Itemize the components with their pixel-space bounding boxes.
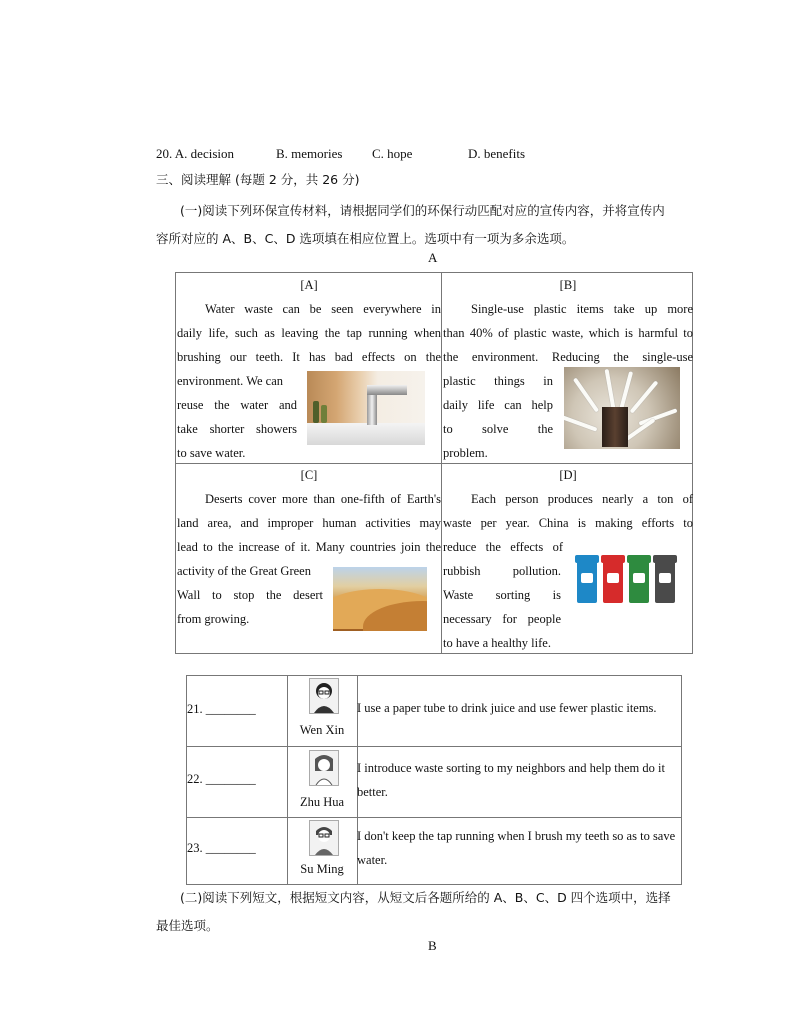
section-title: 三、阅读理解 (每题 2 分，共 26 分) [156, 172, 360, 187]
kitchen-bin-icon [629, 559, 649, 603]
cell-a-line: brushing our teeth. It has bad effects on the [177, 350, 441, 364]
option-a: 20. A. decision [156, 146, 234, 161]
student-name: Wen Xin [299, 723, 345, 737]
cell-a-line: Water waste can be seen everywhere in [205, 302, 441, 316]
row-divider [187, 817, 681, 818]
cell-c-line: land area, and improper human activities may [177, 516, 441, 530]
answer-blank-23[interactable]: 23. ________ [187, 841, 256, 855]
cell-d-line: Each person produces nearly a ton of [471, 492, 693, 506]
instruction-line-2: 容所对应的 A、B、C、D 选项填在相应位置上。选项中有一项为多余选项。 [156, 231, 575, 246]
cell-b [443, 273, 693, 465]
row-divider [187, 746, 681, 747]
cell-d-line: necessary for people [443, 612, 561, 626]
cell-d-line: waste per year. China is making efforts to [443, 516, 693, 530]
cell-b-line: daily life can help [443, 398, 553, 412]
cell-b-line: to solve the [443, 422, 553, 436]
sorting-bins-image [573, 553, 683, 619]
cell-c [177, 463, 441, 631]
student-statement: I don't keep the tap running when I brush my teeth so as to save water. [357, 829, 676, 867]
passage-label-b: B [428, 938, 437, 953]
option-d: D. benefits [468, 146, 526, 161]
cell-a-line: environment. We can [177, 374, 284, 388]
answer-blank-21[interactable]: 21. ________ [187, 702, 256, 716]
cell-b-label: [B] [559, 278, 577, 292]
cell-a-line: daily life, such as leaving the tap running when [177, 326, 441, 340]
student-name: Su Ming [300, 862, 344, 876]
cell-d-line: rubbish pollution. [443, 564, 561, 578]
cell-d-label: [D] [559, 468, 577, 482]
instruction-line-1: (一)阅读下列环保宣传材料，请根据同学们的环保行动匹配对应的宣传内容，并将宣传内 [180, 203, 665, 218]
cell-c-line: Deserts cover more than one-fifth of Earth's [205, 492, 441, 506]
passage-label-a: A [428, 250, 438, 265]
cell-b-line: than 40% of plastic waste, which is harmful to [443, 326, 693, 340]
cell-b-line: problem. [443, 446, 488, 460]
cell-c-line: lead to the increase of it. Many countries join the [177, 540, 441, 554]
student-avatar-icon [309, 820, 339, 856]
cell-a-line: take shorter showers [177, 422, 297, 436]
cell-c-line: Wall to stop the desert [177, 588, 323, 602]
cell-b-line: the environment. Reducing the single-use [443, 350, 693, 364]
answer-blank-22[interactable]: 22. ________ [187, 772, 256, 786]
student-statement: I use a paper tube to drink juice and use fewer plastic items. [357, 701, 657, 715]
cell-a [177, 273, 441, 465]
student-name: Zhu Hua [299, 795, 345, 809]
student-avatar-icon [309, 750, 339, 786]
matching-table [186, 675, 682, 885]
instruction-line-2: 最佳选项。 [156, 918, 219, 933]
poster-table [175, 272, 693, 654]
cell-b-line: Single-use plastic items take up more [471, 302, 693, 316]
cell-b-line: plastic things in [443, 374, 553, 388]
cell-c-line: activity of the Great Green [177, 564, 311, 578]
cell-d [443, 463, 693, 655]
cell-a-label: [A] [300, 278, 318, 292]
faucet-image [307, 371, 425, 445]
hazardous-bin-icon [603, 559, 623, 603]
cell-d-line: reduce the effects of [443, 540, 563, 554]
column-divider [287, 676, 288, 884]
option-b: B. memories [276, 146, 343, 161]
question-20-options [156, 146, 525, 162]
recycle-bin-icon [577, 559, 597, 603]
instruction-part-one [156, 197, 716, 253]
desert-image [333, 567, 427, 631]
other-bin-icon [655, 559, 675, 603]
student-statement: I introduce waste sorting to my neighbors and help them do it better. [357, 761, 665, 799]
cell-c-label: [C] [300, 468, 318, 482]
plastic-cutlery-image [564, 367, 680, 449]
cell-a-line: to save water. [177, 446, 246, 460]
student-avatar-icon [309, 678, 339, 714]
instruction-part-two [156, 884, 716, 940]
option-c: C. hope [372, 146, 413, 161]
instruction-line-1: (二)阅读下列短文，根据短文内容，从短文后各题所给的 A、B、C、D 四个选项中，选择 [180, 890, 671, 905]
cell-a-line: reuse the water and [177, 398, 297, 412]
cell-d-line: Waste sorting is [443, 588, 561, 602]
cell-d-line: to have a healthy life. [443, 636, 551, 650]
cell-c-line: from growing. [177, 612, 250, 626]
